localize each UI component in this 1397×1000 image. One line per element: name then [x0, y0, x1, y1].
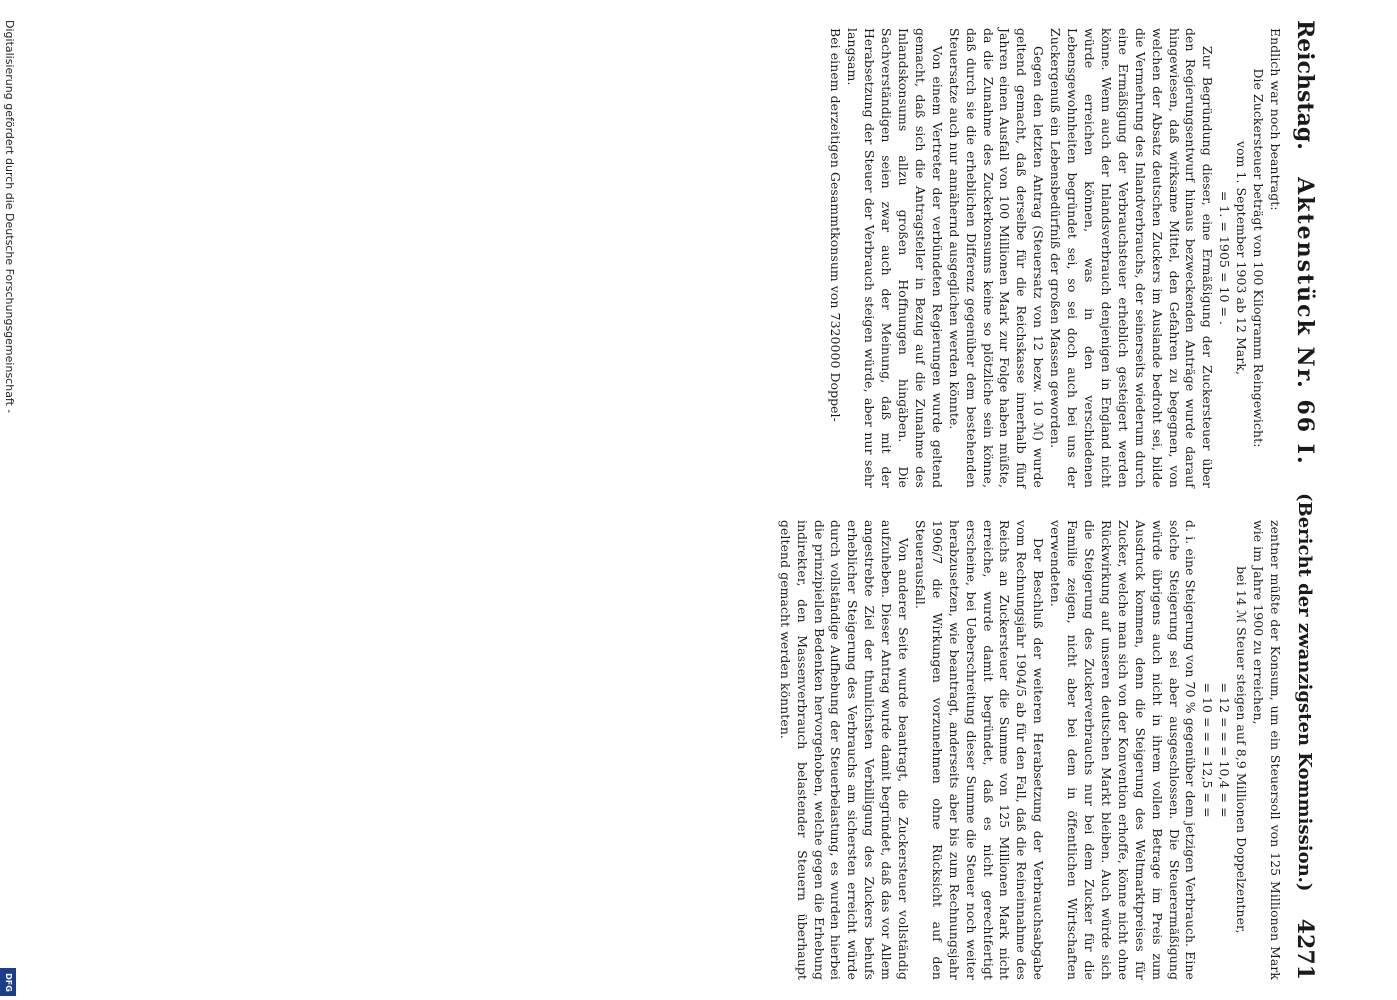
paragraph: Zur Begründung dieser, eine Ermäßigung der Zuckersteuer über den Regierungsentwurf hinaus bezweckenden Anträge wurde darauf hingewiesen, daß wirksame Mittel, den Gefahren zu begegnen, von welchen der Absatz deutschen Zuckers im Auslande bedroht sei, bilde die Vermehrung des Inlandverbrauchs, der seinerseits wiederum durch eine Ermäßigung der Verbrauchsteuer erheblich gesteigert werden könne. Wenn auch der Inlandsverbrauch denjenigen in England nicht würde erreichen können, was in den verschiedenen Lebensgewohnheiten begründet sei, so sei doch auch bei uns der Zuckergenuß ein Lebensbedürfniß der großen Massen geworden. [1048, 28, 1216, 488]
paragraph: = 12 = = = 10,4 = = [1217, 682, 1233, 818]
header-center: Aktenstück Nr. 66 I. [1292, 177, 1318, 466]
paragraph: vom 1. September 1903 ab 12 Mark, [1234, 140, 1250, 376]
paragraph: = 1. = 1905 = 10 = . [1217, 190, 1233, 326]
dfg-logo [0, 968, 16, 996]
paragraph: Bei einem derzeitigen Gesammtkonsum von 7320000 Doppel- [828, 28, 844, 422]
paragraph: Der Beschluß der weiteren Herabsetzung der Verbrauchsabgabe vom Rechnungsjahr 1904/5 ab für den Fall, daß die Reineinnahme des Reichs an Zuckersteuer die Summe von 125 Millionen Mark nicht erreiche, wurde damit begründet, daß es nicht gerechtfertigt erscheine, bei Ueberschreitung dieser Summe die Steuer noch weiter herabzusetzen, wie beantragt, anderseits aber bis zum Rechnungsjahr 1906/7 die Wirkungen vorzunehmen ohne Rücksicht auf den Steuerausfall. [912, 520, 1047, 980]
paragraph: Von anderer Seite wurde beantragt, die Zuckersteuer vollständig aufzuheben. Dieser Antrag wurde damit begründet, daß das vor Allem angestrebte Ziel der thunlichsten Verbilligung des Zuckers behufs erheblicher Steigerung des Verbrauchs am sichersten erreicht würde durch vollständige Aufhebung der Steuerbelastung, es wurden hierbei die prinzipiellen Bedenken hervorgehoben, welche gegen die Erhebung indirekter, den Massenverbrauch belastender Steuern überhaupt geltend gemacht werden könnten. [777, 520, 912, 980]
dfg-logo-text: DFG [3, 972, 13, 992]
paragraph: Endlich war noch beantragt: [1268, 28, 1283, 211]
header-left: Reichstag. [1292, 20, 1318, 150]
paragraph: bei 14 ℳ Steuer steigen auf 8,9 Millionen Doppelzentner, [1234, 566, 1250, 934]
paragraph: = 10 = = = 12,5 = = [1200, 682, 1216, 818]
paragraph: Gegen den letzten Antrag (Steuersatz von 12 bezw. 10 ℳ) wurde geltend gemacht, daß derselbe für die Reichskasse innerhalb fünf Jahren einen Ausfall von 100 Millionen Mark zur Folge haben müßte, da die Zunahme des Zuckerkonsums keine so plötzliche sein könne, daß durch sie die erheblichen Differenz gegenüber dem bestehenden Steuersatze auch nur annähernd ausgeglichen werden könnte. [946, 28, 1047, 488]
paragraph: zentner müßte der Konsum, um ein Steuersoll von 125 Millionen Mark wie im Jahre 1900 zu erreichen, [1251, 520, 1283, 980]
paragraph: d. i. eine Steigerung von 70 % gegenüber dem jetzigen Verbrauch. Eine solche Steigerung sei aber ausgeschlossen. Die Steuerermäßigung würde übrigens auch nicht in ihrem vollen Betrage im Preis zum Ausdruck kommen, denn die Steigerung des Weltmarktpreises für Zucker, welche man sich von der Konvention erhoffe, könne nicht ohne Rückwirkung auf unseren deutschen Markt bleiben. Auch würde sich die Steigerung des Zuckerverbrauchs nur bei dem Zucker für die Familie zeigen, nicht aber bei dem in öffentlichen Wirtschaften verwendeten. [1048, 520, 1199, 980]
page-number: 4271 [1292, 918, 1318, 980]
paragraph: Die Zuckersteuer beträgt von 100 Kilogramm Reingewicht: [1251, 68, 1267, 448]
page-header [1285, 20, 1325, 980]
header-subtitle: (Bericht der zwanzigsten Kommission.) [1294, 493, 1316, 892]
paragraph: Von einem Vertreter der verbündeten Regierungen wurde geltend gemacht, daß sich die Antragsteller in Bezug auf die Zunahme des Inlandskonsums allzu großen Hoffnungen hingäben. Die Sachverständigen seien zwar auch der Meinung, daß mit der Herabsetzung der Steuer der Verbrauch steigen würde, aber nur sehr langsam. [845, 28, 945, 488]
funding-note: Digitalisierung gefördert durch die Deutsche Forschungsgemeinschaft - [3, 20, 16, 414]
